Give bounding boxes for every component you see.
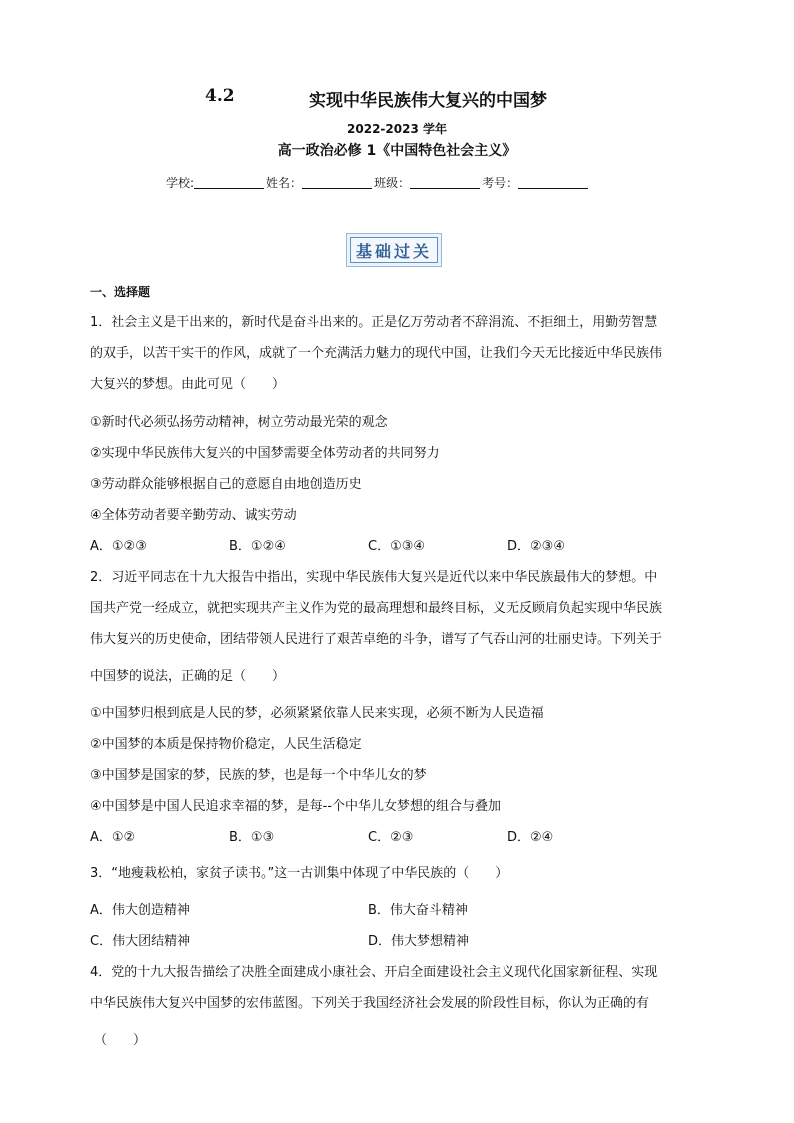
name-label: 姓名： <box>266 176 303 190</box>
question-2-option-a[interactable]: A．①② <box>90 830 136 845</box>
question-4-line-2: 中华民族伟大复兴中国梦的宏伟蓝图。下列关于我国经济社会发展的阶段性目标，你认为正确的有 <box>90 996 650 1011</box>
question-1-option-a[interactable]: A．①②③ <box>90 539 147 554</box>
class-field[interactable] <box>410 176 480 189</box>
exam-number-field[interactable] <box>518 176 588 189</box>
question-2-statement-4: ④中国梦是中国人民追求幸福的梦，是每--个中华儿女梦想的组合与叠加 <box>90 799 502 814</box>
section-heading: 一、选择题 <box>90 285 151 299</box>
question-2-line-2: 国共产党一经成立，就把实现共产主义作为党的最高理想和最终目标，义无反顾肩负起实现中华民族 <box>90 601 663 616</box>
class-label: 班级： <box>374 176 411 190</box>
question-4-line-3: （ ） <box>94 1033 147 1048</box>
student-info-line <box>166 174 590 191</box>
question-1-line-2: 的双手，以苦干实干的作风，成就了一个充满活力魅力的现代中国，让我们今天无比接近中华民族伟 <box>90 346 663 361</box>
question-3-option-a[interactable]: A．伟大创造精神 <box>90 903 190 918</box>
question-2-line-3: 伟大复兴的历史使命，团结带领人民进行了艰苦卓绝的斗争，谱写了气吞山河的壮丽史诗。下列关于 <box>90 632 663 647</box>
school-field[interactable] <box>194 176 264 189</box>
question-2-statement-1: ①中国梦归根到底是人民的梦，必须紧紧依靠人民来实现，必须不断为人民造福 <box>90 706 544 721</box>
school-year: 2022-2023 学年 <box>347 122 447 136</box>
question-1-statement-2: ②实现中华民族伟大复兴的中国梦需要全体劳动者的共同努力 <box>90 446 440 461</box>
question-2-option-d[interactable]: D．②④ <box>507 830 554 845</box>
badge-label: 基础过关 <box>350 237 438 263</box>
question-2-statement-2: ②中国梦的本质是保持物价稳定，人民生活稳定 <box>90 737 362 752</box>
section-badge <box>346 233 442 267</box>
name-field[interactable] <box>302 176 372 189</box>
question-1-line-3: 大复兴的梦想。由此可见（ ） <box>90 377 286 392</box>
exam-number-label: 考号： <box>482 176 519 190</box>
page-title: 实现中华民族伟大复兴的中国梦 <box>309 91 547 111</box>
school-label: 学校: <box>166 176 195 190</box>
question-2-option-b[interactable]: B．①③ <box>229 830 275 845</box>
question-1-statement-1: ①新时代必须弘扬劳动精神，树立劳动最光荣的观念 <box>90 415 388 430</box>
question-2-line-4: 中国梦的说法，正确的足（ ） <box>90 669 286 684</box>
question-1-option-d[interactable]: D．②③④ <box>507 539 565 554</box>
question-1-line-1: 1．社会主义是干出来的，新时代是奋斗出来的。正是亿万劳动者不辞涓流、不拒细土，用勤劳智慧 <box>90 315 658 330</box>
question-3-line-1: 3．“地瘦栽松柏，家贫子读书。”这一古训集中体现了中华民族的（ ） <box>90 866 509 881</box>
question-4-line-1: 4．党的十九大报告描绘了决胜全面建成小康社会、开启全面建设社会主义现代化国家新征程、实现 <box>90 965 658 980</box>
question-1-option-b[interactable]: B．①②④ <box>229 539 286 554</box>
question-3-option-d[interactable]: D．伟大梦想精神 <box>368 934 470 949</box>
question-2-option-c[interactable]: C．②③ <box>368 830 414 845</box>
question-3-option-c[interactable]: C．伟大团结精神 <box>90 934 191 949</box>
question-2-statement-3: ③中国梦是国家的梦，民族的梦，也是每一个中华儿女的梦 <box>90 768 427 783</box>
question-2-line-1: 2．习近平同志在十九大报告中指出，实现中华民族伟大复兴是近代以来中华民族最伟大的梦想。中 <box>90 570 658 585</box>
question-1-statement-3: ③劳动群众能够根据自己的意愿自由地创造历史 <box>90 477 362 492</box>
question-1-statement-4: ④全体劳动者要辛勤劳动、诚实劳动 <box>90 508 297 523</box>
lesson-number: 4.2 <box>205 86 235 106</box>
course-title: 高一政治必修 1《中国特色社会主义》 <box>277 143 517 159</box>
question-3-option-b[interactable]: B．伟大奋斗精神 <box>368 903 468 918</box>
question-1-option-c[interactable]: C．①③④ <box>368 539 426 554</box>
